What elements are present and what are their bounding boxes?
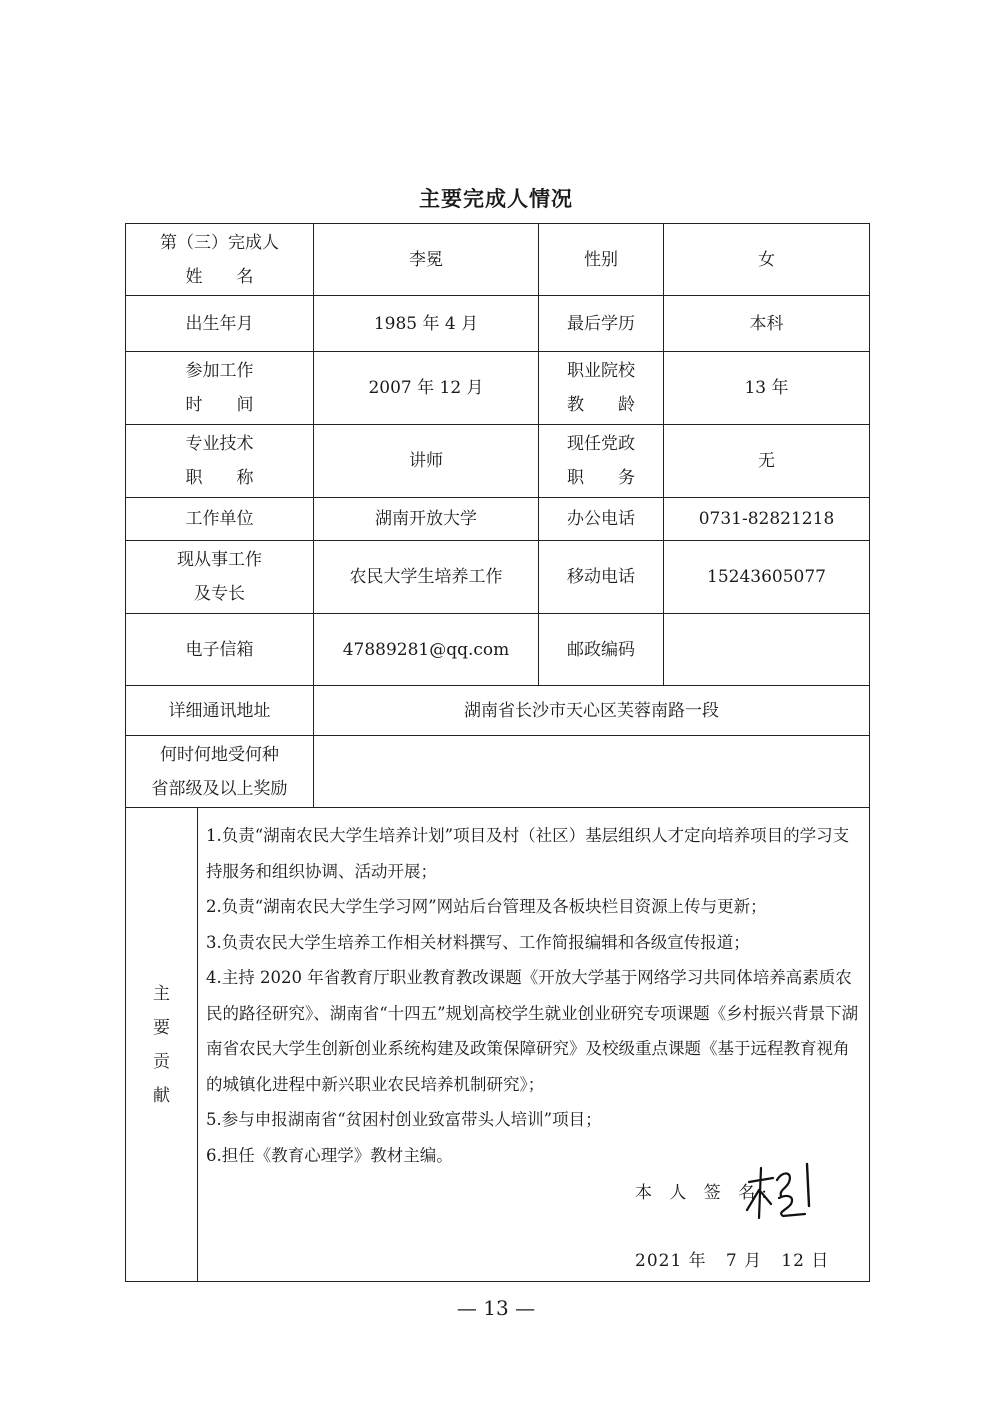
contribution-label-char: 主: [153, 983, 170, 1004]
teach-years-label-cell: [539, 352, 664, 425]
contribution-item: 3.负责农民大学生培养工作相关材料撰写、工作简报编辑和各级宣传报道；: [206, 932, 750, 952]
award-value: [314, 736, 870, 808]
award-label-line1: 何时何地受何种: [160, 744, 279, 765]
education-label: 最后学历: [539, 296, 664, 352]
name-label-line2: 姓 名: [185, 266, 254, 287]
contribution-label-char: 献: [153, 1085, 170, 1106]
teach-years-label-line2: 教 龄: [567, 395, 635, 415]
work-start-label-line2: 时 间: [185, 395, 254, 415]
postcode-label: 邮政编码: [539, 614, 664, 686]
education-value: 本科: [664, 296, 870, 352]
unit-value: 湖南开放大学: [314, 498, 539, 541]
contribution-item: 6.担任《教育心理学》教材主编。: [206, 1145, 453, 1165]
completer-info-table: [125, 223, 870, 1282]
gender-label: 性别: [539, 224, 664, 296]
contribution-label-char: 要: [153, 1017, 170, 1038]
award-label-line2: 省部级及以上奖励: [151, 778, 288, 799]
address-value: 湖南省长沙市天心区芙蓉南路一段: [314, 686, 870, 736]
party-post-value: 无: [664, 425, 870, 498]
birth-value: 1985 年 4 月: [314, 296, 539, 352]
address-label: 详细通讯地址: [126, 686, 314, 736]
contribution-item: 1.负责“湖南农民大学生培养计划”项目及村（社区）基层组织人才定向培养项目的学习支持服务和组织协调、活动开展；: [206, 826, 850, 881]
work-start-value: 2007 年 12 月: [314, 352, 539, 425]
email-value: 47889281@qq.com: [314, 614, 539, 686]
contribution-label-char: 贡: [153, 1051, 170, 1072]
contribution-item: 5.参与申报湖南省“贫困村创业致富带头人培训”项目；: [206, 1110, 602, 1129]
postcode-value: [664, 614, 870, 686]
party-post-label-cell: [539, 425, 664, 498]
job-label-line1: 现从事工作: [177, 550, 262, 570]
name-value: 李冕: [314, 224, 539, 296]
work-start-label-line1: 参加工作: [185, 361, 254, 381]
job-value: 农民大学生培养工作: [314, 541, 539, 614]
job-label-cell: [126, 541, 314, 614]
name-label-cell: [126, 224, 314, 296]
party-post-label-line1: 现任党政: [567, 434, 635, 454]
job-label-line2: 及专长: [194, 584, 245, 604]
work-start-label-cell: [126, 352, 314, 425]
gender-value: 女: [664, 224, 870, 296]
handwritten-signature: [743, 1160, 827, 1222]
birth-label: 出生年月: [126, 296, 314, 352]
prof-title-value: 讲师: [314, 425, 539, 498]
contribution-item: 4.主持 2020 年省教育厅职业教育教改课题《开放大学基于网络学习共同体培养高素质农民的路径研究》、湖南省“十四五”规划高校学生就业创业研究专项课题《乡村振兴背景下湖南省农民大学生创新创业系统构建及政策保障研究》及校级重点课题《基于远程教育视角的城镇化进程中新兴职业农民培养机制研究》；: [206, 968, 859, 1094]
mobile-value: 15243605077: [664, 541, 870, 614]
prof-title-label-line2: 职 称: [185, 468, 254, 488]
prof-title-label-line1: 专业技术: [185, 434, 254, 454]
office-phone-value: 0731-82821218: [664, 498, 870, 541]
party-post-label-line2: 职 务: [567, 468, 635, 488]
mobile-label: 移动电话: [539, 541, 664, 614]
unit-label: 工作单位: [126, 498, 314, 541]
email-label: 电子信箱: [126, 614, 314, 686]
page-number: — 13 —: [456, 1296, 536, 1320]
teach-years-label-line1: 职业院校: [567, 361, 635, 381]
page-title: 主要完成人情况: [419, 187, 573, 211]
name-label-line1: 第（三）完成人: [160, 232, 279, 253]
contribution-label-cell: [126, 808, 198, 1282]
signature-date: 2021 年 7 月 12 日: [635, 1251, 830, 1271]
office-phone-label: 办公电话: [539, 498, 664, 541]
contribution-content: [198, 808, 870, 1282]
signature-label: 本 人 签 名:: [635, 1183, 773, 1203]
award-label-cell: [126, 736, 314, 808]
prof-title-label-cell: [126, 425, 314, 498]
teach-years-value: 13 年: [664, 352, 870, 425]
contribution-item: 2.负责“湖南农民大学生学习网”网站后台管理及各板块栏目资源上传与更新；: [206, 897, 767, 916]
